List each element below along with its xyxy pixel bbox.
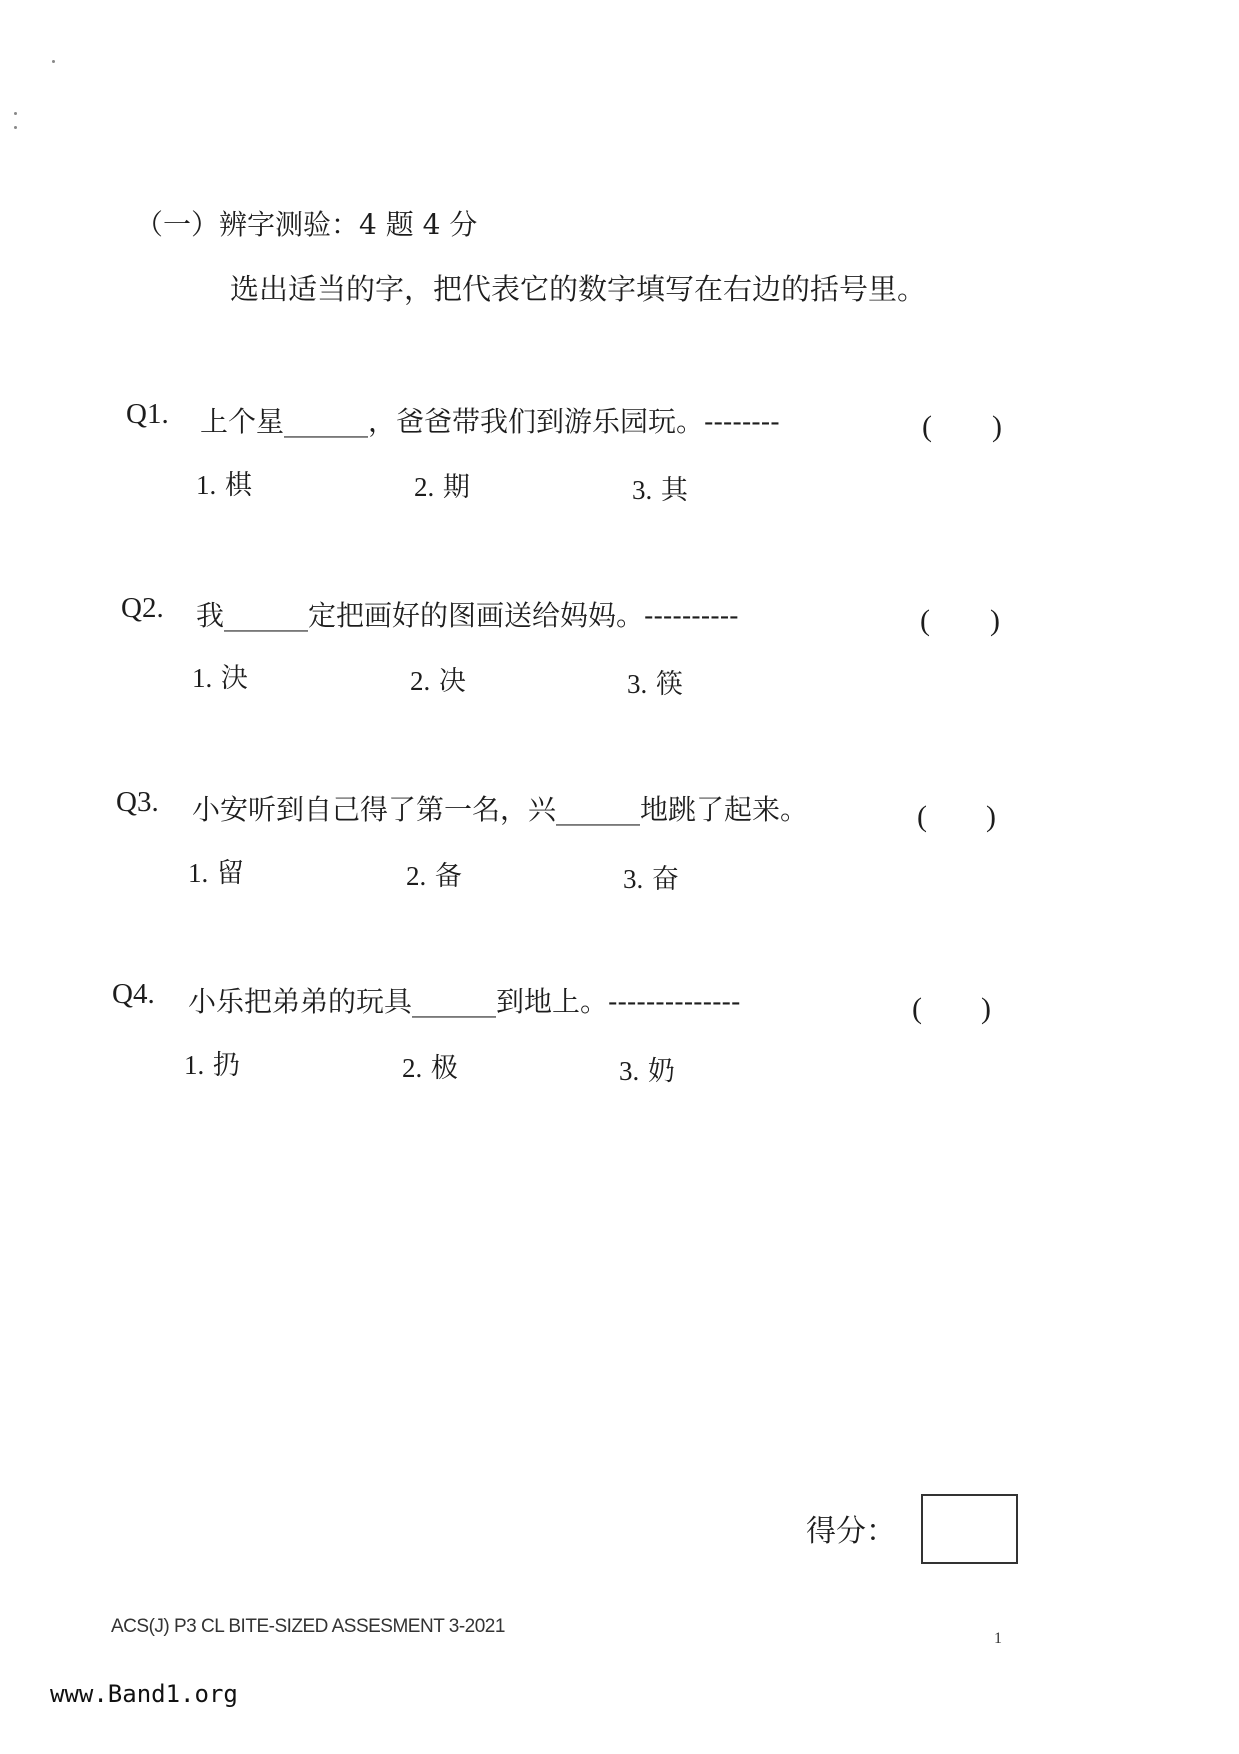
option <box>188 851 244 890</box>
option-number: 2. <box>402 1053 423 1083</box>
option <box>410 659 466 698</box>
option-char: 决 <box>438 666 466 697</box>
option <box>184 1043 240 1082</box>
scan-speck <box>52 60 55 63</box>
option <box>632 468 688 507</box>
option <box>623 857 679 896</box>
page-number: 1 <box>994 1630 1002 1647</box>
question-label: Q1. <box>126 398 169 430</box>
answer-bracket-close: ) <box>986 800 996 833</box>
option <box>196 463 252 502</box>
option-number: 3. <box>623 864 644 894</box>
option-char: 決 <box>220 663 248 694</box>
question-text: 上个星______，爸爸带我们到游乐园玩。-------- <box>200 405 780 438</box>
option <box>627 662 683 701</box>
answer-bracket-open: ( <box>912 992 922 1025</box>
option-number: 2. <box>410 666 431 696</box>
option-char: 其 <box>660 475 688 506</box>
question-label: Q2. <box>121 592 164 624</box>
option <box>414 465 470 504</box>
option <box>402 1046 458 1085</box>
option-number: 2. <box>414 472 435 502</box>
answer-bracket-open: ( <box>917 800 927 833</box>
footer-text: ACS(J) P3 CL BITE-SIZED ASSESMENT 3-2021 <box>111 1616 505 1637</box>
question-text: 我______定把画好的图画送给妈妈。---------- <box>196 599 739 632</box>
answer-bracket-close: ) <box>981 992 991 1025</box>
option-number: 3. <box>627 669 648 699</box>
scan-speck <box>14 126 17 129</box>
score-label: 得分： <box>806 1514 896 1549</box>
option-char: 备 <box>434 861 462 892</box>
instruction-text: 选出适当的字，把代表它的数字填写在右边的括号里。 <box>230 272 927 306</box>
question-text: 小安听到自己得了第一名，兴______地跳了起来。 <box>192 793 809 826</box>
option-char: 棋 <box>224 470 252 501</box>
option-number: 3. <box>632 475 653 505</box>
option-number: 2. <box>406 861 427 891</box>
answer-bracket-close: ) <box>992 410 1002 443</box>
option-char: 留 <box>216 858 244 889</box>
watermark-url: www.Band1.org <box>50 1680 238 1708</box>
option-number: 1. <box>184 1050 205 1080</box>
scan-speck <box>14 112 17 115</box>
answer-bracket-close: ) <box>990 604 1000 637</box>
option-char: 极 <box>430 1053 458 1084</box>
option-char: 奋 <box>651 864 679 895</box>
question-label: Q4. <box>112 978 155 1010</box>
option <box>406 854 462 893</box>
option-number: 1. <box>192 663 213 693</box>
option-number: 1. <box>196 470 217 500</box>
option-char: 期 <box>442 472 470 503</box>
section-title: （一）辨字测验：4 题 4 分 <box>135 208 478 241</box>
score-box <box>921 1494 1018 1564</box>
answer-bracket-open: ( <box>922 410 932 443</box>
option-number: 3. <box>619 1056 640 1086</box>
option <box>192 656 248 695</box>
option-number: 1. <box>188 858 209 888</box>
option <box>619 1049 675 1088</box>
question-label: Q3. <box>116 786 159 818</box>
option-char: 筷 <box>655 669 683 700</box>
answer-bracket-open: ( <box>920 604 930 637</box>
option-char: 奶 <box>647 1056 675 1087</box>
question-text: 小乐把弟弟的玩具______到地上。-------------- <box>188 985 741 1018</box>
option-char: 扔 <box>212 1050 240 1081</box>
